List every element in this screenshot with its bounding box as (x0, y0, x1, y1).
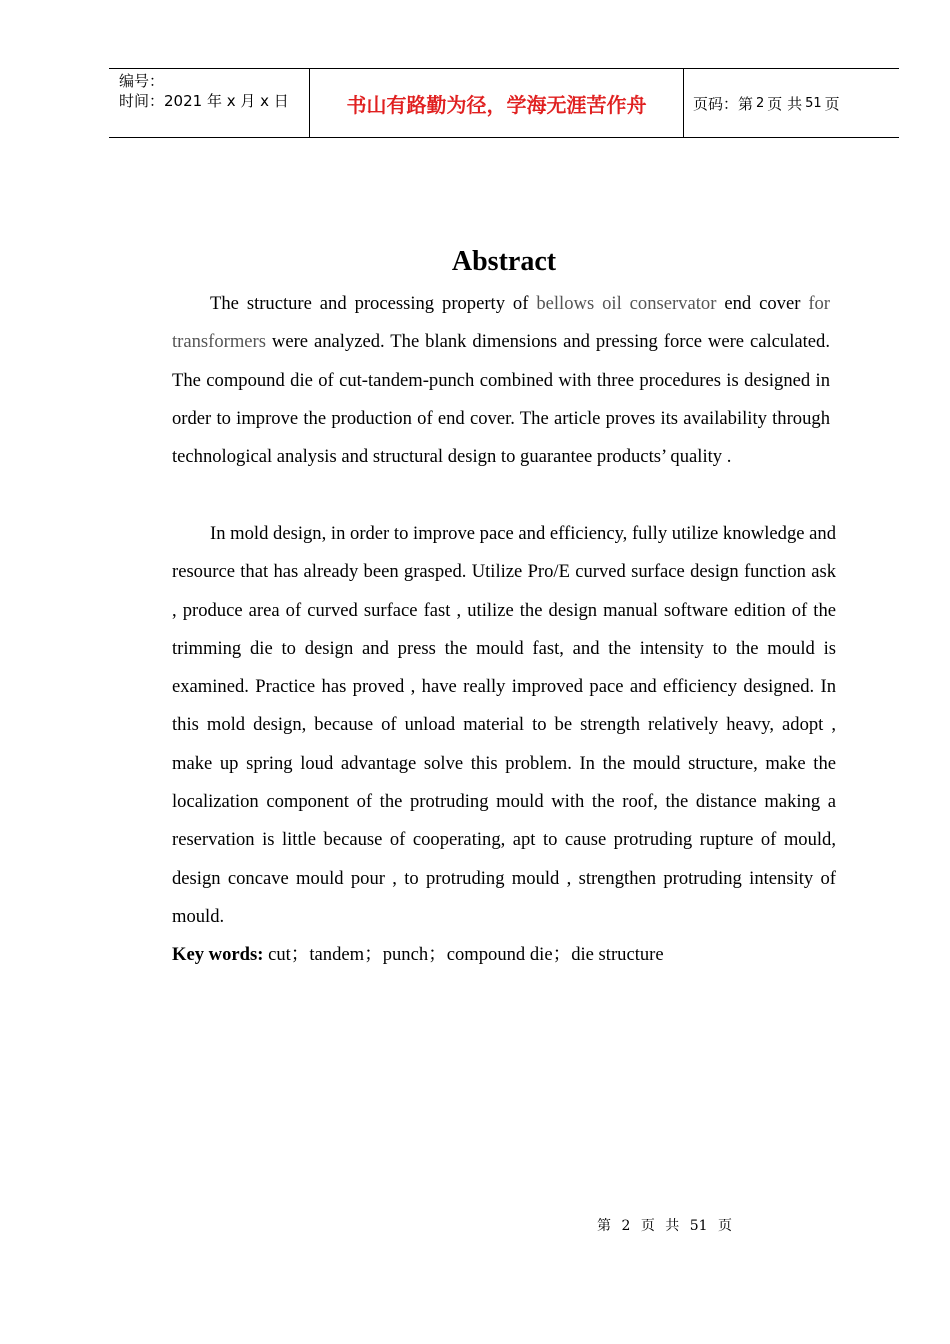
header-page-suffix: 页 (824, 94, 840, 113)
footer-suffix: 页 (718, 1218, 733, 1234)
abstract-paragraph-1 (172, 285, 830, 476)
abstract-p1-text-c: were analyzed. The blank dimensions and pressing force were calculated. The compound die of cut-tandem-punch combined with three procedures is designed in order to improve the production of end cover. The article proves its availability through technological analysis and structural design to guarantee products’ quality . (172, 331, 830, 468)
abstract-title: Abstract (451, 246, 557, 277)
page-footer (594, 1216, 735, 1236)
footer-prefix: 第 (597, 1218, 611, 1234)
keywords-label: Key words: (172, 944, 264, 965)
footer-mid: 页 (640, 1218, 655, 1234)
footer-page-total: 51 (689, 1218, 708, 1234)
abstract-p1-term-1: bellows oil conservator (536, 293, 717, 314)
document-number-label: 编号： (119, 72, 165, 90)
page-header (109, 68, 899, 138)
keywords-line (172, 936, 664, 974)
header-page-info (684, 69, 899, 137)
abstract-p1-text-a: The structure and processing property of (210, 293, 537, 314)
abstract-p2-text: In mold design, in order to improve pace and efficiency, fully utilize knowledge and resource that has already been grasped. Utilize Pro/E curved surface design function ask , produce area of curved surface fast , utilize the design manual software edition of the trimming die to design and press the mould fast, and the intensity to the mould is examined. Practice has proved , have really improved pace and efficiency designed. In this mold design, because of unload material to be strength relatively heavy, adopt , make up spring loud advantage solve this problem. In the mould structure, make the localization component of the protruding mould with the roof, the distance making a reservation is little because of cooperating, apt to cause protruding rupture of mould, design concave mould pour , to protruding mould , strengthen protruding intensity of mould. (172, 523, 836, 927)
header-page-number: 2 (756, 95, 765, 111)
header-info-cell (109, 69, 310, 137)
footer-page-number: 2 (621, 1218, 631, 1234)
header-motto: 书山有路勤为径，学海无涯苦作舟 (310, 69, 684, 137)
keywords-list: cut；tandem；punch；compound die；die structure (263, 944, 664, 965)
header-page-prefix: 页码：第 (693, 94, 754, 113)
header-page-total: 51 (805, 95, 822, 111)
abstract-p1-term-2: for transformers (172, 293, 830, 353)
header-page-mid: 页 共 (767, 94, 803, 113)
abstract-p1-text-b: end cover (716, 293, 809, 314)
document-time-label: 时间：2021 年 x 月 x 日 (119, 92, 289, 110)
abstract-paragraph-2 (172, 515, 836, 936)
footer-mid2: 共 (665, 1218, 680, 1234)
